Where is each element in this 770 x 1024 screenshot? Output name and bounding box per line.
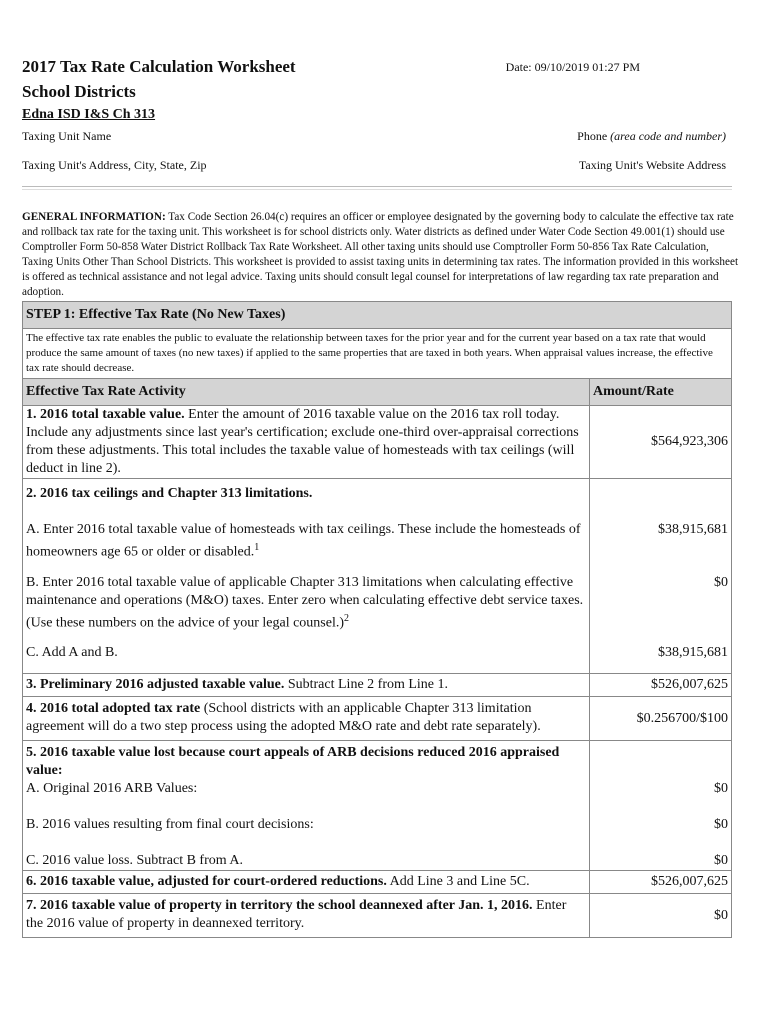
step1-heading: STEP 1: Effective Tax Rate (No New Taxes) [23, 302, 732, 329]
line5c-text: C. 2016 value loss. Subtract B from A. [26, 853, 243, 868]
line3-amount: $526,007,625 [590, 674, 732, 697]
line1-text: Enter the amount of 2016 taxable value on the 2016 tax roll today. Include any adjustments since last year's certification; exclude one-third over-appraisal corrections from these adjustments. This total includes the taxable value of homesteads with tax ceilings (will deduct in line 2). [26, 407, 579, 476]
line1-amount: $564,923,306 [590, 406, 732, 479]
address-label: Taxing Unit's Address, City, State, Zip [22, 158, 207, 172]
page-subtitle: School Districts [22, 82, 136, 101]
general-info-text: Tax Code Section 26.04(c) requires an officer or employee designated by the governing body to calculate the effective tax rate and rollback tax rate for the taxing unit. This worksheet is for school districts only. Water districts as defined under Water Code Section 49.001(1) should use Comptroller Form 50-858 Water District Rollback Tax Rate Worksheet. All other taxing units should use Comptroller Form 50-856 Tax Rate Calculation, Taxing Units Other Than School Districts. This worksheet is provided to assist taxing units in determining tax rates. The information provided in this worksheet is offered as technical assistance and not legal advice. Taxing units should consult legal counsel for interpretations of law regarding tax rate preparation and adoption. [22, 211, 739, 299]
page-title: 2017 Tax Rate Calculation Worksheet [22, 57, 296, 76]
general-info-lead: GENERAL INFORMATION: [22, 211, 166, 223]
taxing-unit-name-label: Taxing Unit Name [22, 129, 112, 143]
col-header-activity: Effective Tax Rate Activity [23, 379, 590, 406]
general-information [22, 210, 742, 301]
line2b-text: B. Enter 2016 total taxable value of applicable Chapter 313 limitations when calculating effective maintenance and operations (M&O) taxes. Enter zero when calculating effective debt service taxes. (Use these numbers on the advice of your legal counsel.)$^2$ [26, 575, 584, 631]
step1-description: The effective tax rate enables the public to evaluate the relationship between taxes for the prior year and for the current year based on a tax rate that would produce the same amount of taxes (no new taxes) if applied to the same properties that are taxed in both years. When appraisal values increase, the effective tax rate should decrease. [23, 329, 732, 379]
line5a-text: A. Original 2016 ARB Values: [26, 781, 198, 796]
line3-text: Subtract Line 2 from Line 1. [284, 677, 449, 692]
line5-label: 5. 2016 taxable value lost because court appeals of ARB decisions reduced 2016 appraised value: [26, 745, 560, 778]
line2-label: 2. 2016 tax ceilings and Chapter 313 limitations. [26, 486, 313, 501]
header-divider [22, 186, 732, 190]
line2c-text: C. Add A and B. [26, 645, 118, 660]
line7-amount: $0 [590, 894, 732, 938]
line6-amount: $526,007,625 [590, 871, 732, 894]
website-label: Taxing Unit's Website Address [578, 158, 726, 172]
phone-hint: (area code and number) [610, 129, 726, 143]
line5c-amount: $0 [714, 853, 728, 868]
line3-label: 3. Preliminary 2016 adjusted taxable value. [26, 677, 285, 692]
line2b-amount: $0 [714, 575, 728, 590]
table-row [23, 894, 732, 938]
table-row [23, 479, 732, 674]
taxing-unit-name: Edna ISD I&S Ch 313 [22, 107, 156, 122]
line4-label: 4. 2016 total adopted tax rate [26, 701, 201, 716]
phone-label: Phone (area code and number) [577, 129, 726, 143]
line1-label: 1. 2016 total taxable value. [26, 407, 185, 422]
effective-tax-rate-table [22, 301, 732, 938]
table-row [23, 741, 732, 871]
line4-amount: $0.256700/$100 [590, 697, 732, 741]
line4-text: (School districts with an applicable Chapter 313 limitation agreement will do a two step process using the adopted M&O rate and debt rate separately). [26, 701, 541, 734]
line2a-amount: $38,915,681 [658, 522, 728, 537]
col-header-amount: Amount/Rate [590, 379, 732, 406]
line7-text: Enter the 2016 value of property in deannexed territory. [26, 898, 567, 931]
table-row [23, 871, 732, 894]
line2a-text: A. Enter 2016 total taxable value of homesteads with tax ceilings. These include the homesteads of homeowners age 65 or older or disabled.$^1$ [26, 522, 581, 560]
line2c-amount: $38,915,681 [658, 645, 728, 660]
line5b-amount: $0 [714, 817, 728, 832]
table-row [23, 674, 732, 697]
line6-label: 6. 2016 taxable value, adjusted for court-ordered reductions. [26, 874, 387, 889]
line7-label: 7. 2016 taxable value of property in territory the school deannexed after Jan. 1, 2016. [26, 898, 533, 913]
line5a-amount: $0 [714, 781, 728, 796]
line6-text: Add Line 3 and Line 5C. [386, 874, 530, 889]
table-row [23, 697, 732, 741]
line5b-text: B. 2016 values resulting from final court decisions: [26, 817, 314, 832]
date-stamp: Date: 09/10/2019 01:27 PM [505, 60, 640, 74]
document-header [22, 55, 732, 173]
table-row [23, 406, 732, 479]
